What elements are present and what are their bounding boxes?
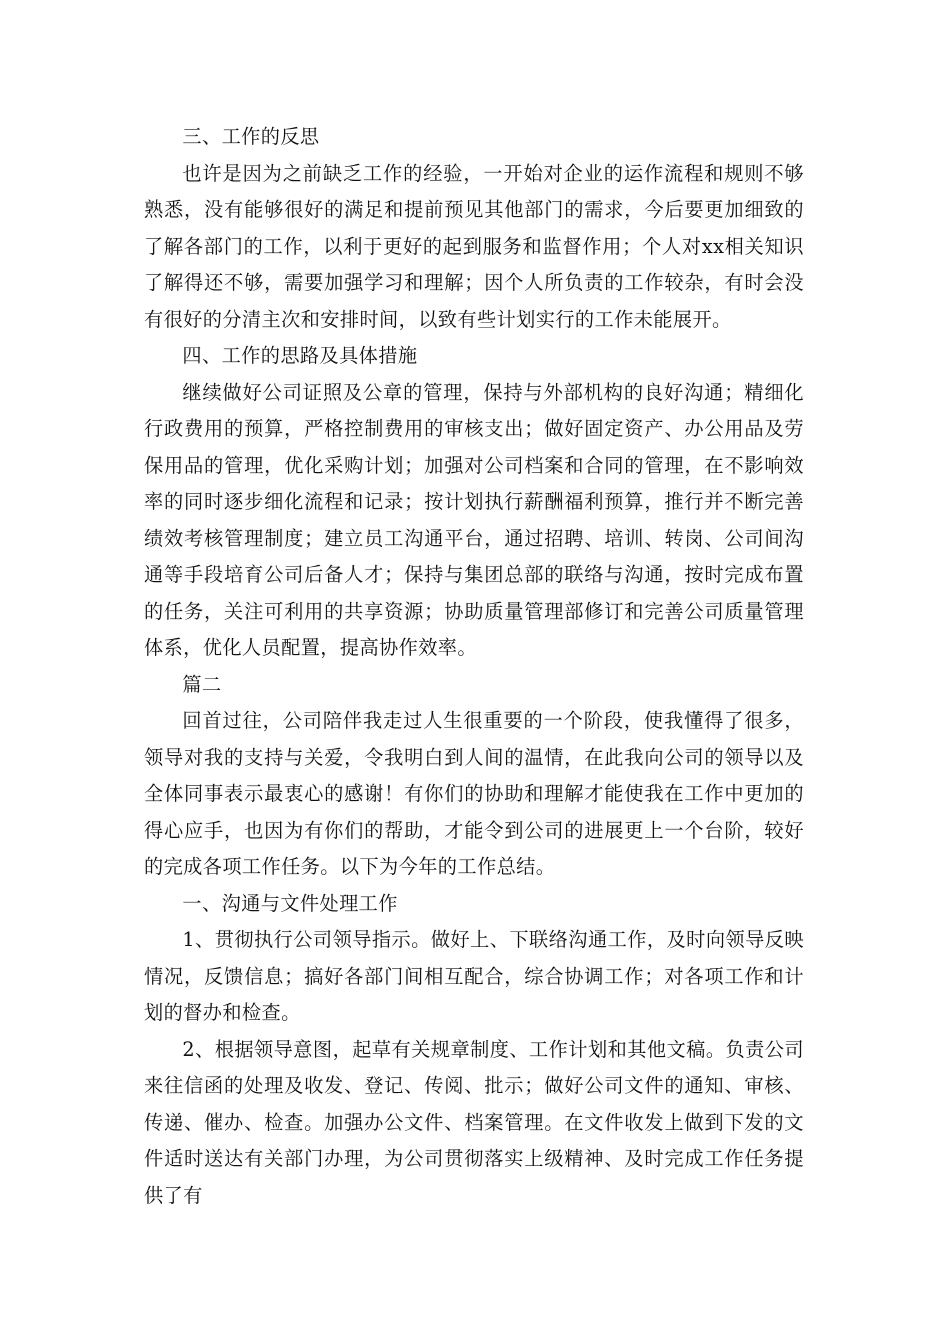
part-two-heading: 篇二	[182, 672, 222, 696]
paragraph-reflection: 也许是因为之前缺乏工作的经验，一开始对企业的运作流程和规则不够熟悉，没有能够很好的满足和提前预见其他部门的需求，今后要更加细致的了解各部门的工作，以利于更好的起到服务和监督作用；个人对xx相关知识了解得还不够，需要加强学习和理解；因个人所负责的工作较杂，有时会没有很好的分清主次和安排时间，以致有些计划实行的工作未能展开。	[144, 161, 804, 331]
section-heading-ideas-measures: 四、工作的思路及具体措施	[182, 344, 418, 367]
paragraph-review: 回首过往，公司陪伴我走过人生很重要的一个阶段，使我懂得了很多，领导对我的支持与关爱，令我明白到人间的温情，在此我向公司的领导以及全体同事表示最衷心的感谢！有你们的协助和理解才能使我在工作中更加的得心应手，也因为有你们的帮助，才能令到公司的进展更上一个台阶，较好的完成各项工作任务。以下为今年的工作总结。	[144, 709, 804, 878]
section-heading-communication: 一、沟通与文件处理工作	[182, 891, 398, 915]
paragraph-item-1: 1、贯彻执行公司领导指示。做好上、下联络沟通工作，及时向领导反映情况，反馈信息；搞好各部门间相互配合，综合协调工作；对各项工作和计划的督办和检查。	[144, 928, 804, 1024]
paragraph-measures: 继续做好公司证照及公章的管理，保持与外部机构的良好沟通；精细化行政费用的预算，严格控制费用的审核支出；做好固定资产、办公用品及劳保用品的管理，优化采购计划；加强对公司档案和合同的管理，在不影响效率的同时逐步细化流程和记录；按计划执行薪酬福利预算，推行并不断完善绩效考核管理制度；建立员工沟通平台，通过招聘、培训、转岗、公司间沟通等手段培育公司后备人才；保持与集团总部的联络与沟通，按时完成布置的任务，关注可利用的共享资源；协助质量管理部修订和完善公司质量管理体系，优化人员配置，提高协作效率。	[144, 380, 804, 659]
document-body	[144, 119, 804, 1214]
section-heading-reflection: 三、工作的反思	[182, 125, 320, 148]
paragraph-item-2: 2、根据领导意图，起草有关规章制度、工作计划和其他文稿。负责公司来往信函的处理及收发、登记、传阅、批示；做好公司文件的通知、审核、传递、催办、检查。加强办公文件、档案管理。在文件收发上做到下发的文件适时送达有关部门办理，为公司贯彻落实上级精神、及时完成工作任务提供了有	[144, 1037, 804, 1207]
